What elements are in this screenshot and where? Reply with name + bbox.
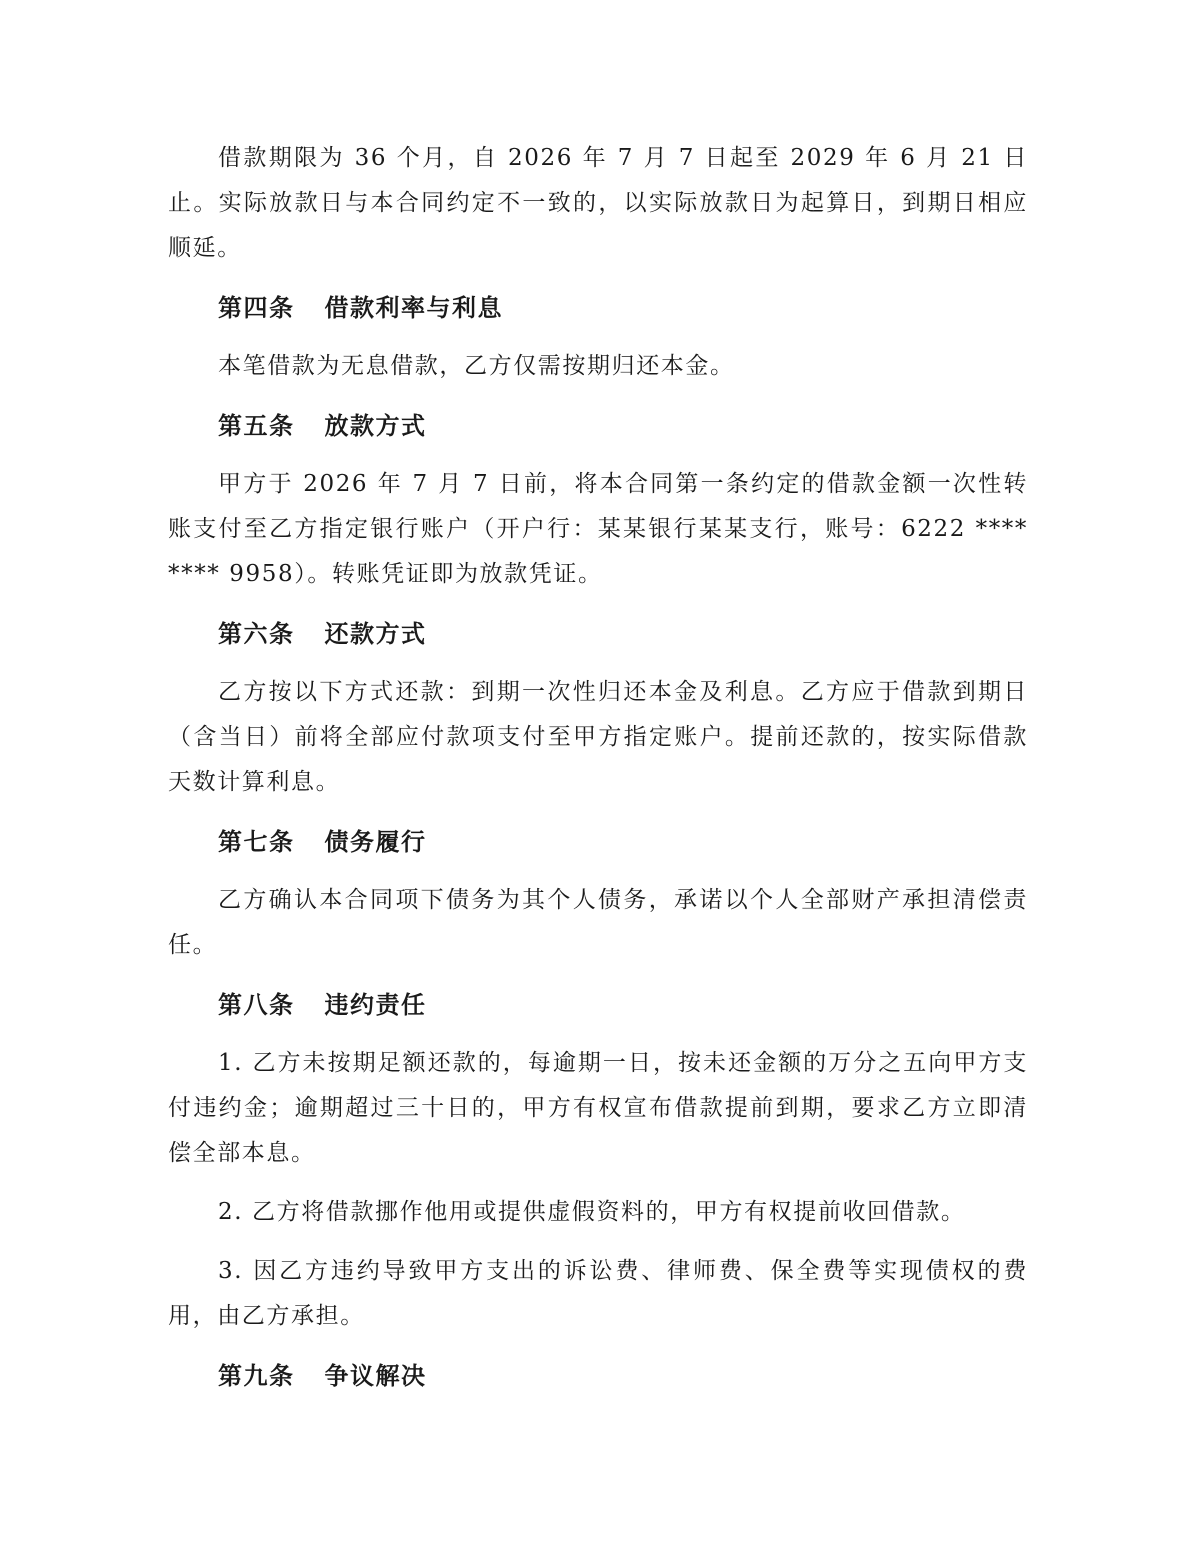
article-8-heading: [168, 982, 1028, 1027]
article-6-heading: [168, 611, 1028, 656]
article-4-heading: [168, 285, 1028, 330]
article-4-number: 第四条: [218, 293, 295, 322]
debt-paragraph: 乙方确认本合同项下债务为其个人债务，承诺以个人全部财产承担清偿责任。: [168, 887, 1028, 958]
contract-page: [168, 136, 1028, 1412]
breach-clause-3: 3. 因乙方违约导致甲方支出的诉讼费、律师费、保全费等实现债权的费用，由乙方承担。: [168, 1258, 1028, 1329]
interest-paragraph: 本笔借款为无息借款，乙方仅需按期归还本金。: [218, 353, 735, 379]
breach-clause-1: 1. 乙方未按期足额还款的，每逾期一日，按未还金额的万分之五向甲方支付违约金；逾期超过三十日的，甲方有权宣布借款提前到期，要求乙方立即清偿全部本息。: [168, 1050, 1028, 1166]
repayment-paragraph: 乙方按以下方式还款：到期一次性归还本金及利息。乙方应于借款到期日（含当日）前将全部应付款项支付至甲方指定账户。提前还款的，按实际借款天数计算利息。: [168, 679, 1028, 795]
disbursement-paragraph: 甲方于 2026 年 7 月 7 日前，将本合同第一条约定的借款金额一次性转账支付至乙方指定银行账户（开户行：某某银行某某支行，账号：6222 **** **** 9958）。转账凭证即为放款凭证。: [168, 471, 1028, 587]
article-9-title: 争议解决: [324, 1361, 427, 1390]
article-5-heading: [168, 403, 1028, 448]
article-5-number: 第五条: [218, 411, 295, 440]
article-6-title: 还款方式: [324, 619, 427, 648]
article-9-heading: [168, 1353, 1028, 1398]
breach-clause-2: 2. 乙方将借款挪作他用或提供虚假资料的，甲方有权提前收回借款。: [218, 1199, 966, 1225]
article-7-number: 第七条: [218, 827, 295, 856]
loan-term-paragraph: 借款期限为 36 个月，自 2026 年 7 月 7 日起至 2029 年 6 月 21 日止。实际放款日与本合同约定不一致的，以实际放款日为起算日，到期日相应顺延。: [168, 145, 1028, 261]
article-8-title: 违约责任: [324, 990, 427, 1019]
article-7-heading: [168, 819, 1028, 864]
article-7-title: 债务履行: [324, 827, 427, 856]
article-5-title: 放款方式: [324, 411, 427, 440]
article-8-number: 第八条: [218, 990, 295, 1019]
article-4-title: 借款利率与利息: [324, 293, 503, 322]
article-6-number: 第六条: [218, 619, 295, 648]
article-9-number: 第九条: [218, 1361, 295, 1390]
